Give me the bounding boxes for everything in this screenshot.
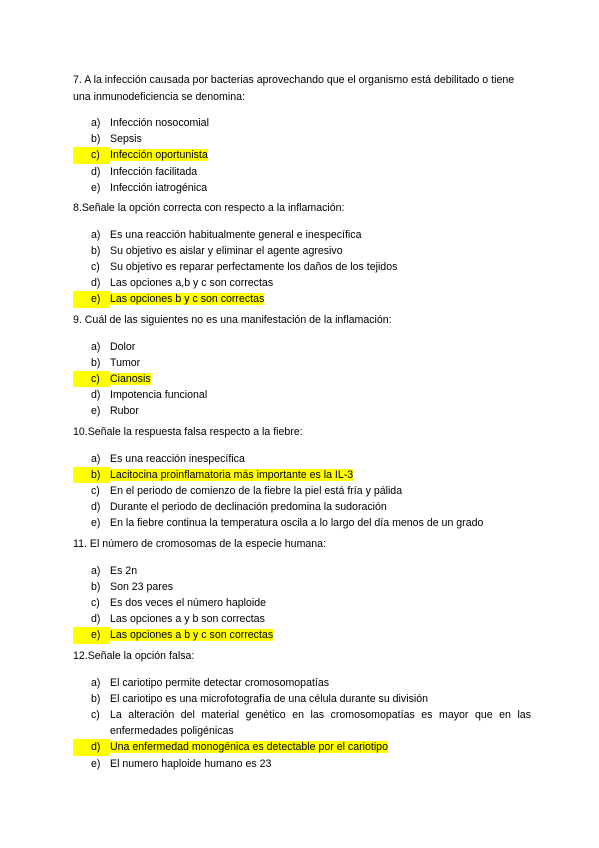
option-d [73,611,531,627]
option-letter: b) [91,244,101,257]
option-e [73,180,531,196]
question-text: 8.Señale la opción correcta con respecto a la inflamación: [73,202,345,214]
option-letter: e) [73,627,110,643]
option-a [73,451,531,467]
option-letter: c) [73,371,110,387]
option-letter: b) [91,580,101,593]
option-d [73,387,531,403]
option-text-highlighted: Lacitocina proinflamatoria más importante es la IL-3 [110,468,354,481]
option-list [73,339,531,420]
option-letter: b) [91,692,101,705]
option-list [73,451,531,532]
option-letter: d) [91,613,101,626]
question-text: 10.Señale la respuesta falsa respecto a la fiebre: [73,426,303,438]
option-b [73,691,531,707]
option-text-highlighted: Infección oportunista [110,149,208,162]
option-text: Es 2n [110,564,138,577]
option-text: Rubor [110,405,139,418]
question-12 [73,648,531,772]
option-d [73,164,531,180]
option-a [73,563,531,579]
option-letter: b) [73,467,110,483]
option-e [73,403,531,419]
option-letter: a) [91,228,101,241]
option-text: Es dos veces el número haploide [110,596,267,609]
option-c [73,595,531,611]
option-text: Las opciones a,b y c son correctas [110,277,274,290]
option-e [73,756,531,772]
option-list [73,563,531,644]
option-letter: b) [91,133,101,146]
option-d [73,499,531,515]
option-e [73,627,531,643]
option-list [73,115,531,196]
option-text: Las opciones a y b son correctas [110,613,265,626]
option-b [73,355,531,371]
option-letter: e) [73,291,110,307]
question-text: 12.Señale la opción falsa: [73,650,195,662]
option-text: En el periodo de comienzo de la fiebre la piel está fría y pálida [110,484,403,497]
option-letter: e) [91,517,101,530]
option-c [73,259,531,275]
option-letter: a) [91,564,101,577]
option-text: Durante el periodo de declinación predomina la sudoración [110,501,387,514]
question-text: 7. A la infección causada por bacterias aprovechando que el organismo está debilitado o tiene una inmunodeficiencia se denomina: [73,74,515,103]
option-text: Dolor [110,340,136,353]
option-c [73,371,531,387]
option-a [73,227,531,243]
option-d [73,739,531,755]
option-letter: d) [73,739,110,755]
option-letter: e) [91,757,101,770]
option-text: Sepsis [110,133,142,146]
option-text: Infección facilitada [110,165,198,178]
option-text-highlighted: Una enfermedad monogénica es detectable por el cariotipo [110,741,388,754]
option-c [73,483,531,499]
option-text: Tumor [110,356,141,369]
option-e [73,515,531,531]
option-text-highlighted: Las opciones a b y c son correctas [110,629,274,642]
option-list [73,227,531,308]
option-a [73,339,531,355]
option-text: La alteración del material genético en las cromosomopatías es mayor que en las enfermedades poligénicas [110,708,531,738]
option-text: Infección iatrogénica [110,181,208,194]
option-letter: a) [91,452,101,465]
option-b [73,579,531,595]
question-11 [73,536,531,644]
question-text: 11. El número de cromosomas de la especie humana: [73,538,327,550]
option-letter: e) [91,405,101,418]
option-text: El cariotipo es una microfotografía de una célula durante su división [110,692,428,705]
option-letter: a) [91,676,101,689]
question-9 [73,312,531,420]
option-e [73,291,531,307]
option-letter: b) [91,356,101,369]
option-list [73,675,531,772]
option-letter: c) [91,260,100,273]
option-text: El numero haploide humano es 23 [110,757,272,770]
question-text: 9. Cuál de las siguientes no es una manifestación de la inflamación: [73,314,392,326]
option-text: El cariotipo permite detectar cromosomopatías [110,676,330,689]
option-b [73,467,531,483]
option-text-highlighted: Cianosis [110,372,151,385]
option-b [73,131,531,147]
option-letter: d) [91,165,101,178]
question-8 [73,200,531,308]
option-text: Infección nosocomial [110,117,209,129]
option-letter: c) [91,596,100,609]
question-10 [73,424,531,532]
option-text: Su objetivo es aislar y eliminar el agente agresivo [110,244,343,257]
option-text: Son 23 pares [110,580,174,593]
option-c [73,147,531,163]
option-letter: c) [91,484,100,497]
option-text: Impotencia funcional [110,389,208,402]
option-letter: d) [91,277,101,290]
option-text-highlighted: Las opciones b y c son correctas [110,293,265,306]
option-c [73,707,531,739]
option-d [73,275,531,291]
option-a [73,115,531,131]
option-letter: d) [91,501,101,514]
option-letter: c) [91,708,100,721]
question-7 [73,72,531,196]
option-letter: a) [91,117,101,129]
option-a [73,675,531,691]
option-text: Es una reacción inespecífica [110,452,245,465]
option-letter: d) [91,389,101,402]
option-text: En la fiebre continua la temperatura oscila a lo largo del día menos de un grado [110,517,484,530]
option-b [73,243,531,259]
option-letter: a) [91,340,101,353]
option-text: Es una reacción habitualmente general e inespecífica [110,228,362,241]
option-letter: c) [73,147,110,163]
option-letter: e) [91,181,101,194]
option-text: Su objetivo es reparar perfectamente los daños de los tejidos [110,260,398,273]
